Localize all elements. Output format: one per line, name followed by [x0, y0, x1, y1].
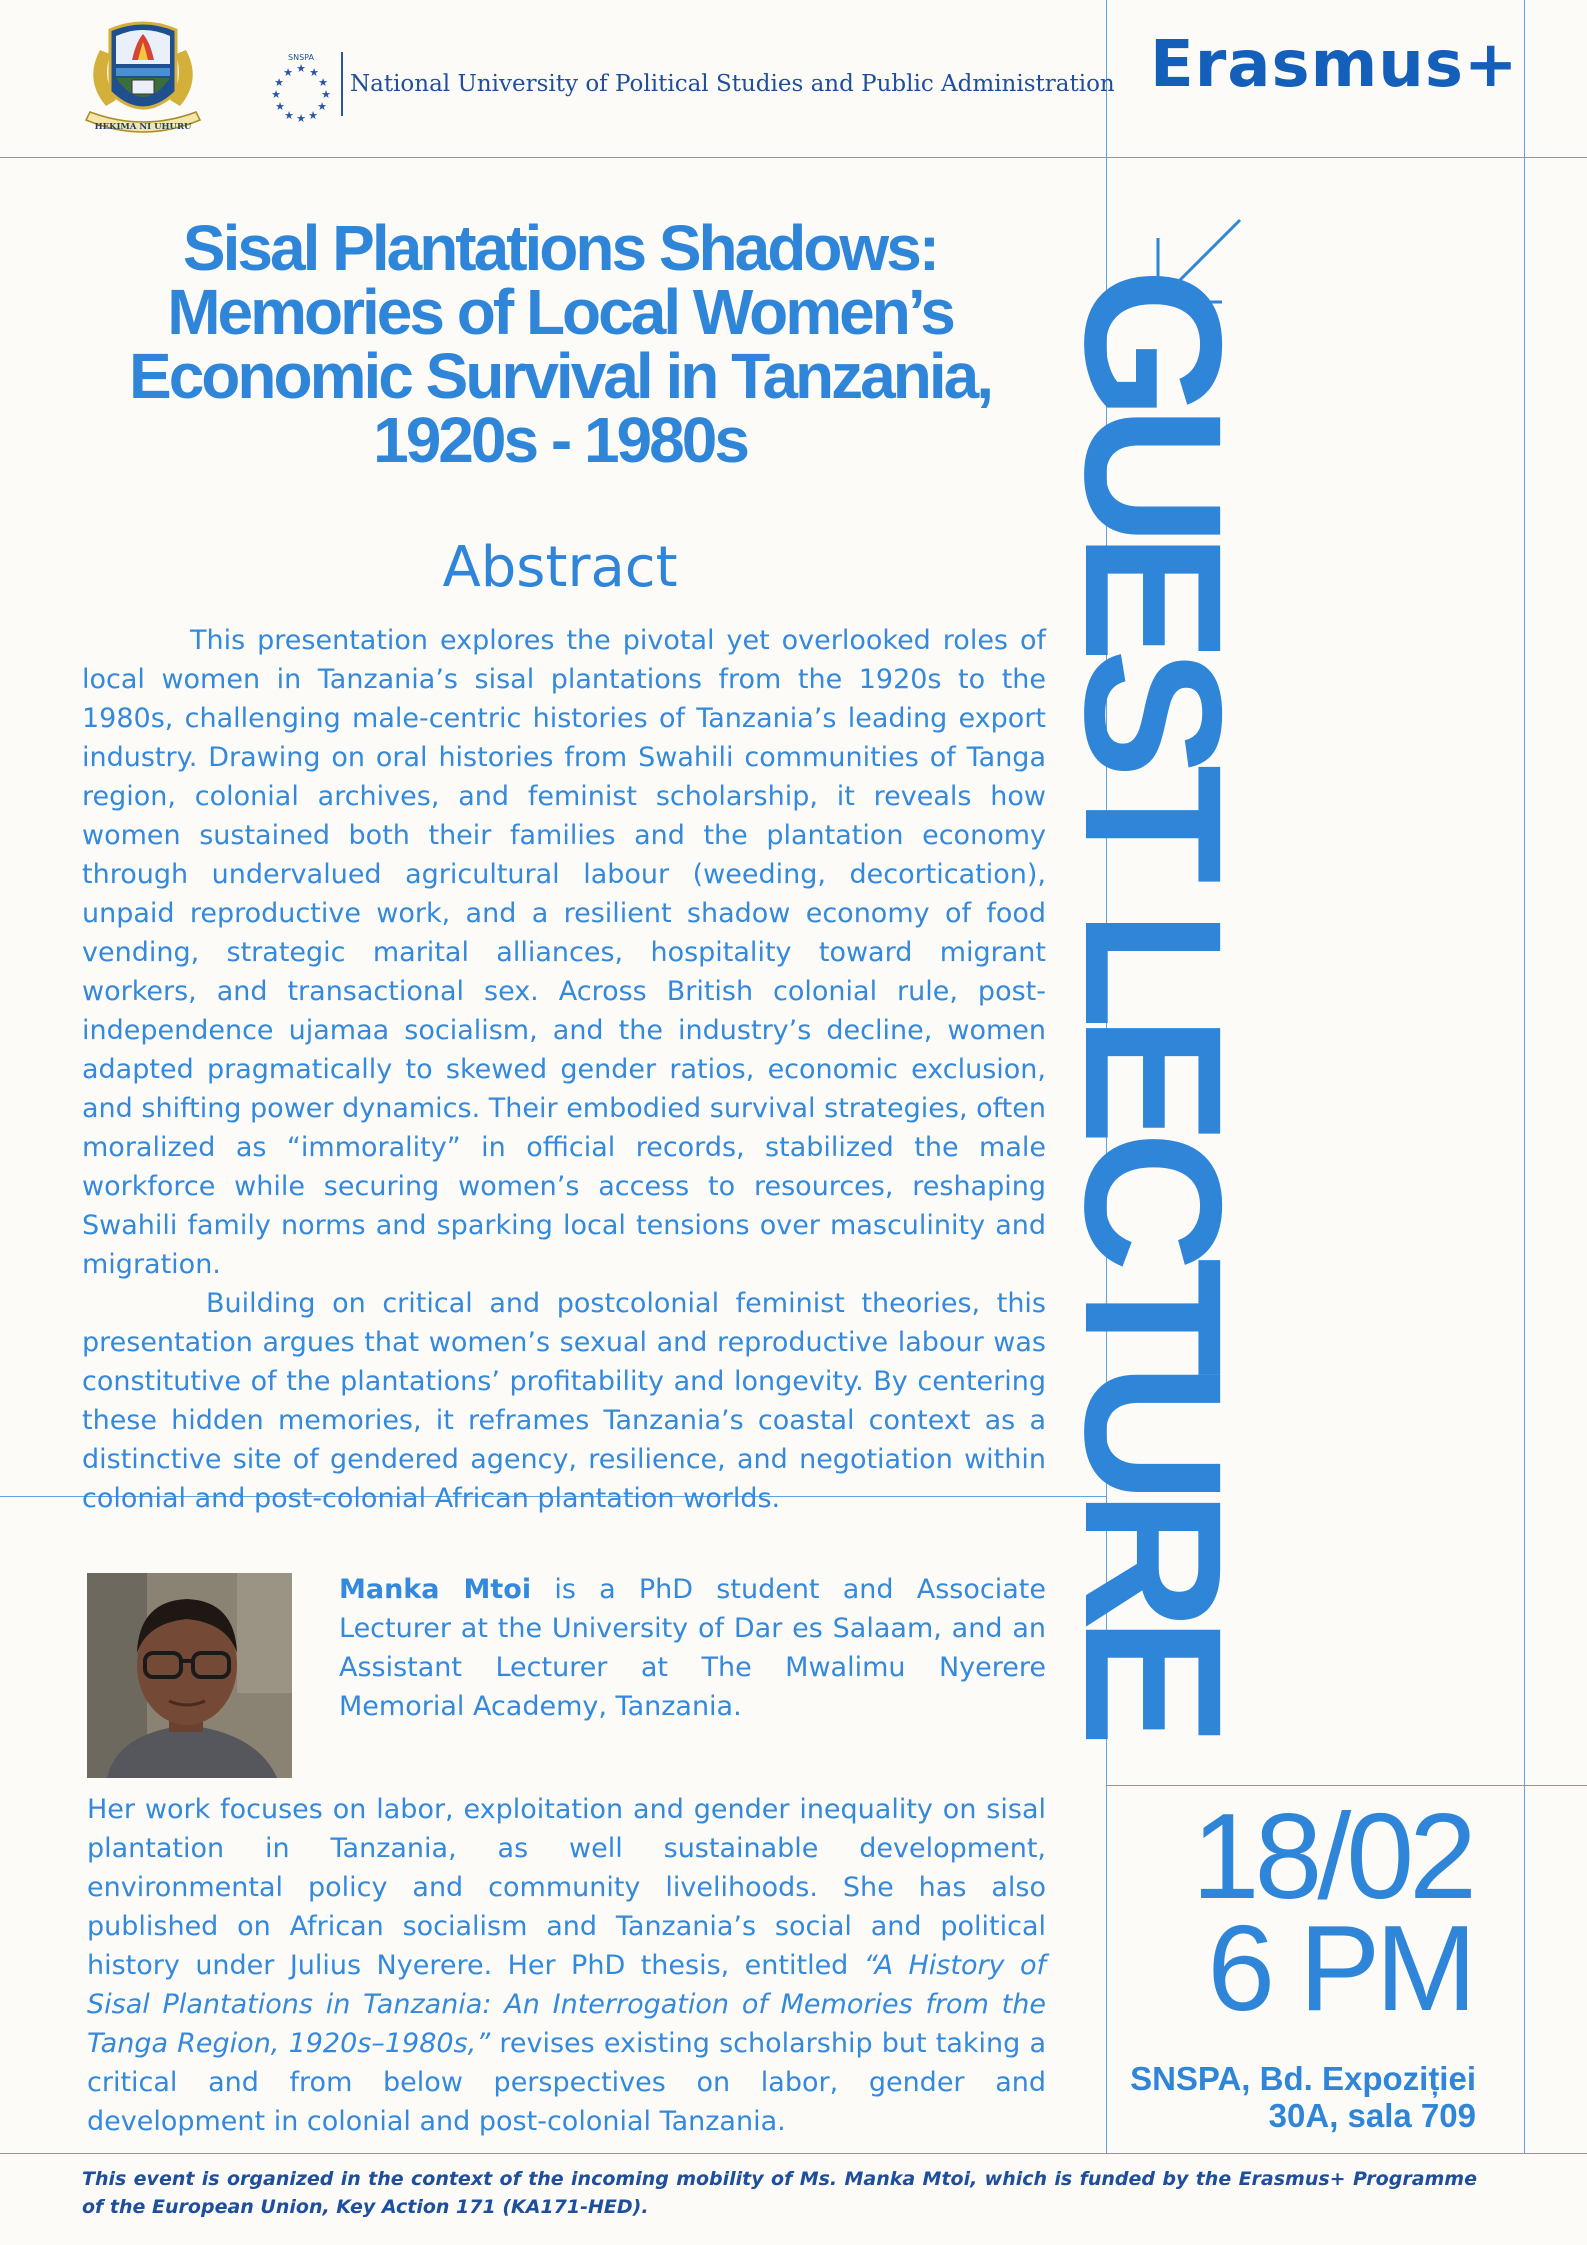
svg-text:★: ★ [274, 76, 284, 89]
svg-text:★: ★ [275, 100, 285, 113]
svg-text:★: ★ [321, 88, 331, 101]
abstract-heading: Abstract [442, 535, 678, 600]
header-divider-line [0, 157, 1587, 158]
udsm-crest-logo [80, 20, 206, 144]
udsm-motto: HEKIMA NI UHURU [94, 122, 192, 132]
bio-text: Her work focuses on labor, exploitation and gender inequality on sisal plantation in Tanzania, as well sustainable development, environmental policy and community livelihoods. She has also published on African socialism and Tanzania’s social and political history under Julius Nyerere. Her PhD thesis, entitled [87, 1794, 1046, 1981]
abstract-paragraph: This presentation explores the pivotal yet overlooked roles of local women in Tanzania’s sisal plantations from the 1920s to the 1980s, challenging male-centric histories of Tanzania’s leading export industry. Drawing on oral histories from Swahili communities of Tanga region, colonial archives, and feminist scholarship, it reveals how women sustained both their families and the plantation economy through undervalued agricultural labour (weeding, decortication), unpaid reproductive work, and a resilient shadow economy of food vending, strategic marital alliances, hospitality toward migrant workers, and transactional sex. Across British colonial rule, post-independence ujamaa socialism, and the industry’s decline, women adapted pragmatically to skewed gender ratios, economic exclusion, and shifting power dynamics. Their embodied survival strategies, often moralized as “immorality” in official records, stabilized the male workforce while securing women’s access to resources, reshaping Swahili family norms and sparking local tensions over masculinity and migration. [82, 625, 1046, 1280]
svg-text:★: ★ [271, 88, 281, 101]
speaker-photo [87, 1573, 292, 1778]
svg-text:★: ★ [284, 109, 294, 122]
date-divider-line [1107, 1785, 1587, 1786]
venue-line-2: 30A, sala 709 [1268, 2097, 1476, 2134]
svg-text:★: ★ [283, 66, 293, 79]
speaker-intro [339, 1570, 1046, 1726]
speaker-affiliation: is a PhD student and Associate Lecturer at the University of Dar es Salaam, and an Assistant Lecturer at The Mwalimu Nyerere Memorial Academy, Tanzania. [339, 1574, 1046, 1722]
event-date: 18/02 [1191, 1788, 1472, 1924]
svg-text:★: ★ [308, 109, 318, 122]
snspa-eu-stars-logo [262, 52, 340, 122]
event-time: 6 PM [1207, 1900, 1472, 2036]
right-column-border-right [1524, 0, 1525, 2153]
svg-text:★: ★ [317, 100, 327, 113]
abstract-body [82, 621, 1046, 1518]
lecture-title: Sisal Plantations Shadows: Memories of Local Women’s Economic Survival in Tanzania, 1920s - 1980s [129, 212, 991, 476]
bio-text-end: revises existing scholarship but taking a critical and from below perspectives on labor, gender and development in colonial and post-colonial Tanzania. [87, 2028, 1046, 2137]
erasmus-plus-logo: Erasmus+ [1150, 28, 1519, 102]
abstract-paragraph: Building on critical and postcolonial feminist theories, this presentation argues that women’s sexual and reproductive labour was constitutive of the plantations’ profitability and longevity. By centering these hidden memories, it reframes Tanzania’s coastal context as a distinctive site of gendered agency, resilience, and negotiation within colonial and post-colonial African plantation worlds. [82, 1288, 1046, 1514]
thesis-title: “A History of Sisal Plantations in Tanzania: An Interrogation of Memories from the Tanga Region, 1920s–1980s,” [87, 1950, 1047, 2059]
svg-text:★: ★ [318, 76, 328, 89]
snspa-logo-text: SNSPA [288, 53, 314, 62]
event-datetime [1106, 1788, 1472, 2036]
svg-text:★: ★ [309, 66, 319, 79]
svg-text:★: ★ [296, 112, 306, 122]
venue-line-1: SNSPA, Bd. Expoziției [1130, 2060, 1476, 2097]
funding-note: This event is organized in the context of the incoming mobility of Ms. Manka Mtoi, which is funded by the Erasmus+ Programme of the European Union, Key Action 171 (KA171-HED). [82, 2168, 1477, 2218]
logo-separator [341, 52, 343, 116]
university-name: National University of Political Studies and Public Administration [350, 71, 1115, 97]
guest-lecture-banner: GUEST LECTURE [1044, 268, 1262, 1733]
speaker-bio [87, 1790, 1046, 2141]
speaker-name: Manka Mtoi [339, 1574, 532, 1605]
svg-text:★: ★ [296, 62, 306, 75]
event-venue [1106, 2060, 1476, 2134]
footer-divider-line [0, 2153, 1587, 2154]
